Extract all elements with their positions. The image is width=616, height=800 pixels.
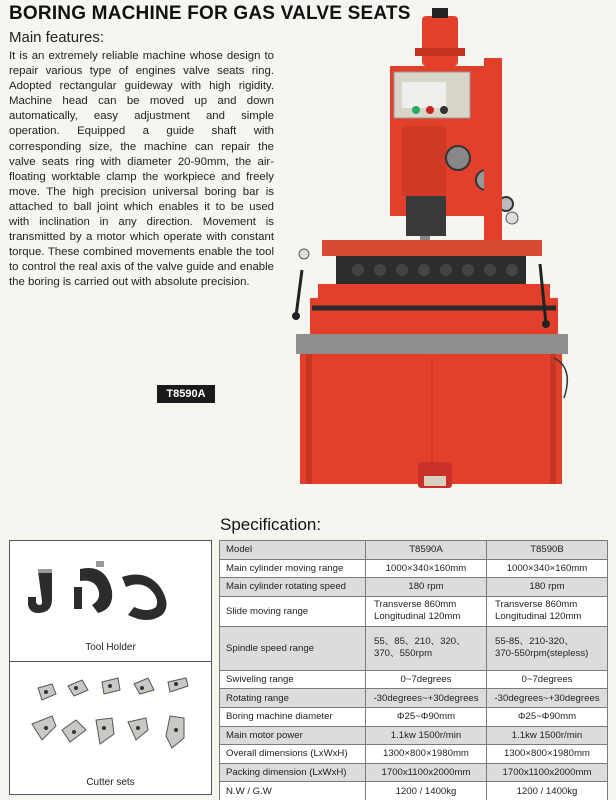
spec-value-a: 1000×340×160mm [366, 559, 487, 578]
features-description: It is an extremely reliable machine whose design to repair various type of engines valve seats ring. Adopted rectangular guideway with high rigidity. Machine head can be moved up and down automatically, easy adjustment and simple operation. Equipped a guide shaft with corresponding size, the machine can repair the valve seats ring with diameter 20-90mm, the air-floating worktable clamp the workpiece and freely move. The high precision universal boring bar is attached to ball joint which enables it to be used with inclination in any direction. Movement is transmitted by a motor which operate with constant torque. These combined movements enable the tool to control the real axis of the valve guide and enable the boring is carried out with absolute precision. [9, 50, 274, 289]
model-tag: T8590A [157, 385, 215, 403]
boring-machine-photo [282, 8, 582, 498]
adjacent-page-bleed [560, 10, 616, 200]
spec-value-b: T8590B [487, 541, 608, 560]
table-row [220, 670, 608, 689]
spec-value-a: 180 rpm [366, 578, 487, 597]
spec-value-a: -30degrees~+30degrees [366, 689, 487, 708]
tool-holder-image [10, 541, 211, 637]
spec-value-a-line2: Longitudinal 120mm [374, 611, 461, 623]
spec-value-b: 1.1kw 1500r/min [487, 726, 608, 745]
spec-label: Overall dimensions (LxWxH) [220, 745, 366, 764]
table-row [220, 559, 608, 578]
spec-value-b: 1300×800×1980mm [487, 745, 608, 764]
table-row [220, 596, 608, 626]
table-row [220, 541, 608, 560]
spec-value-b-line1: 55-85、210-320、 [495, 636, 574, 648]
table-row [220, 726, 608, 745]
table-row [220, 578, 608, 597]
spec-value-b: 1200 / 1400kg [487, 782, 608, 800]
spec-value-a-line1: 55、85、210、320、 [374, 636, 466, 648]
spec-value-b-line1: Transverse 860mm [495, 599, 578, 611]
spec-value-a: T8590A [366, 541, 487, 560]
spec-label: Packing dimension (LxWxH) [220, 763, 366, 782]
table-row [220, 782, 608, 800]
spec-value-b: 180 rpm [487, 578, 608, 597]
accessories-panel [9, 540, 212, 795]
spec-value-b [487, 626, 608, 670]
cutter-sets-image [10, 666, 211, 770]
table-row [220, 745, 608, 764]
spec-label: Model [220, 541, 366, 560]
tool-holder-caption: Tool Holder [85, 642, 136, 653]
spec-value-b: -30degrees~+30degrees [487, 689, 608, 708]
spec-label: Rotating range [220, 689, 366, 708]
spec-value-b: 1700x1100x2000mm [487, 763, 608, 782]
cutter-sets-caption: Cutter sets [86, 777, 135, 788]
spec-label: N.W / G.W [220, 782, 366, 800]
spec-value-b-line2: Longitudinal 120mm [495, 611, 582, 623]
spec-label: Main cylinder rotating speed [220, 578, 366, 597]
specification-table [219, 540, 608, 800]
spec-value-a: 0~7degrees [366, 670, 487, 689]
table-row [220, 763, 608, 782]
spec-label: Main motor power [220, 726, 366, 745]
spec-value-a [366, 626, 487, 670]
specification-heading: Specification: [220, 515, 322, 534]
spec-value-a-line2: 370、550rpm [374, 648, 433, 660]
tool-holder-section [10, 541, 211, 662]
spec-value-a [366, 596, 487, 626]
spec-value-a: Φ25~Φ90mm [366, 707, 487, 726]
page-title: BORING MACHINE FOR GAS VALVE SEATS [9, 3, 411, 24]
spec-value-b-line2: 370-550rpm(stepless) [495, 648, 589, 660]
spec-value-b: Φ25~Φ90mm [487, 707, 608, 726]
spec-value-a: 1700x1100x2000mm [366, 763, 487, 782]
spec-value-a: 1.1kw 1500r/min [366, 726, 487, 745]
spec-label: Boring machine diameter [220, 707, 366, 726]
spec-value-b: 1000×340×160mm [487, 559, 608, 578]
spec-value-a: 1300×800×1980mm [366, 745, 487, 764]
table-row [220, 689, 608, 708]
table-row [220, 626, 608, 670]
spec-label: Spindle speed range [220, 626, 366, 670]
spec-value-b: 0~7degrees [487, 670, 608, 689]
spec-value-b [487, 596, 608, 626]
spec-value-a: 1200 / 1400kg [366, 782, 487, 800]
spec-label: Slide moving range [220, 596, 366, 626]
spec-value-a-line1: Transverse 860mm [374, 599, 457, 611]
spec-label: Main cylinder moving range [220, 559, 366, 578]
main-features-heading: Main features: [9, 29, 105, 46]
table-row [220, 707, 608, 726]
spec-label: Swiveling range [220, 670, 366, 689]
